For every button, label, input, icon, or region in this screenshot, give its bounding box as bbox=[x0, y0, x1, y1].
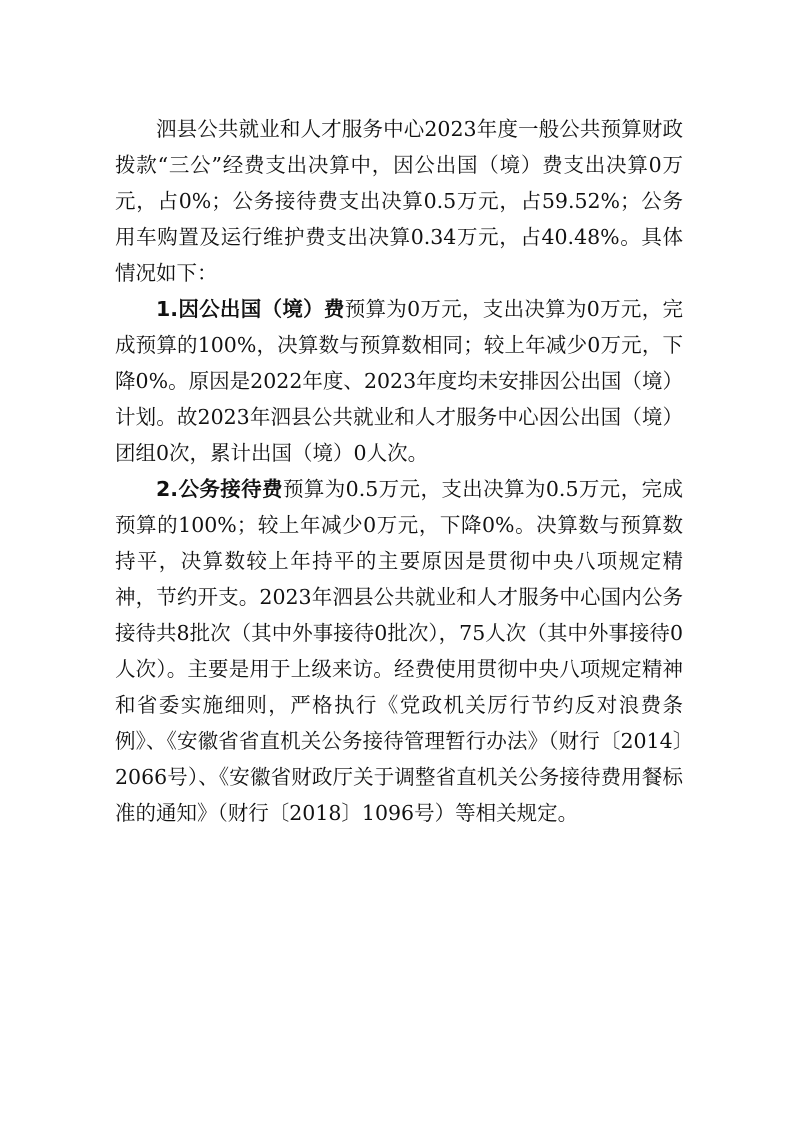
overseas-travel-heading: 1.因公出国（境）费 bbox=[156, 297, 345, 321]
official-reception-heading: 2.公务接待费 bbox=[156, 477, 283, 501]
official-reception-paragraph bbox=[115, 471, 683, 831]
overseas-travel-text: 预算为0万元，支出决算为0万元，完成预算的100%，决算数与预算数相同；较上年减少0万元，下降0%。原因是2022年度、2023年度均未安排因公出国（境）计划。故2023年泗县公共就业和人才服务中心因公出国（境）团组0次，累计出国（境）0人次。 bbox=[115, 297, 683, 465]
intro-text: 泗县公共就业和人才服务中心2023年度一般公共预算财政拨款“三公”经费支出决算中，因公出国（境）费支出决算0万元，占0%；公务接待费支出决算0.5万元，占59.52%；公务用车购置及运行维护费支出决算0.34万元，占40.48%。具体情况如下： bbox=[115, 117, 683, 285]
overseas-travel-paragraph bbox=[115, 291, 683, 471]
official-reception-text: 预算为0.5万元，支出决算为0.5万元，完成预算的100%；较上年减少0万元，下降0%。决算数与预算数持平，决算数较上年持平的主要原因是贯彻中央八项规定精神，节约开支。2023年泗县公共就业和人才服务中心国内公务接待共8批次（其中外事接待0批次），75人次（其中外事接待0人次）。主要是用于上级来访。经费使用贯彻中央八项规定精神和省委实施细则，严格执行《党政机关厉行节约反对浪费条例》、《安徽省省直机关公务接待管理暂行办法》（财行〔2014〕2066号）、《安徽省财政厅关于调整省直机关公务接待费用餐标准的通知》（财行〔2018〕1096号）等相关规定。 bbox=[115, 477, 683, 825]
intro-paragraph bbox=[115, 111, 683, 291]
document-body bbox=[115, 111, 683, 831]
